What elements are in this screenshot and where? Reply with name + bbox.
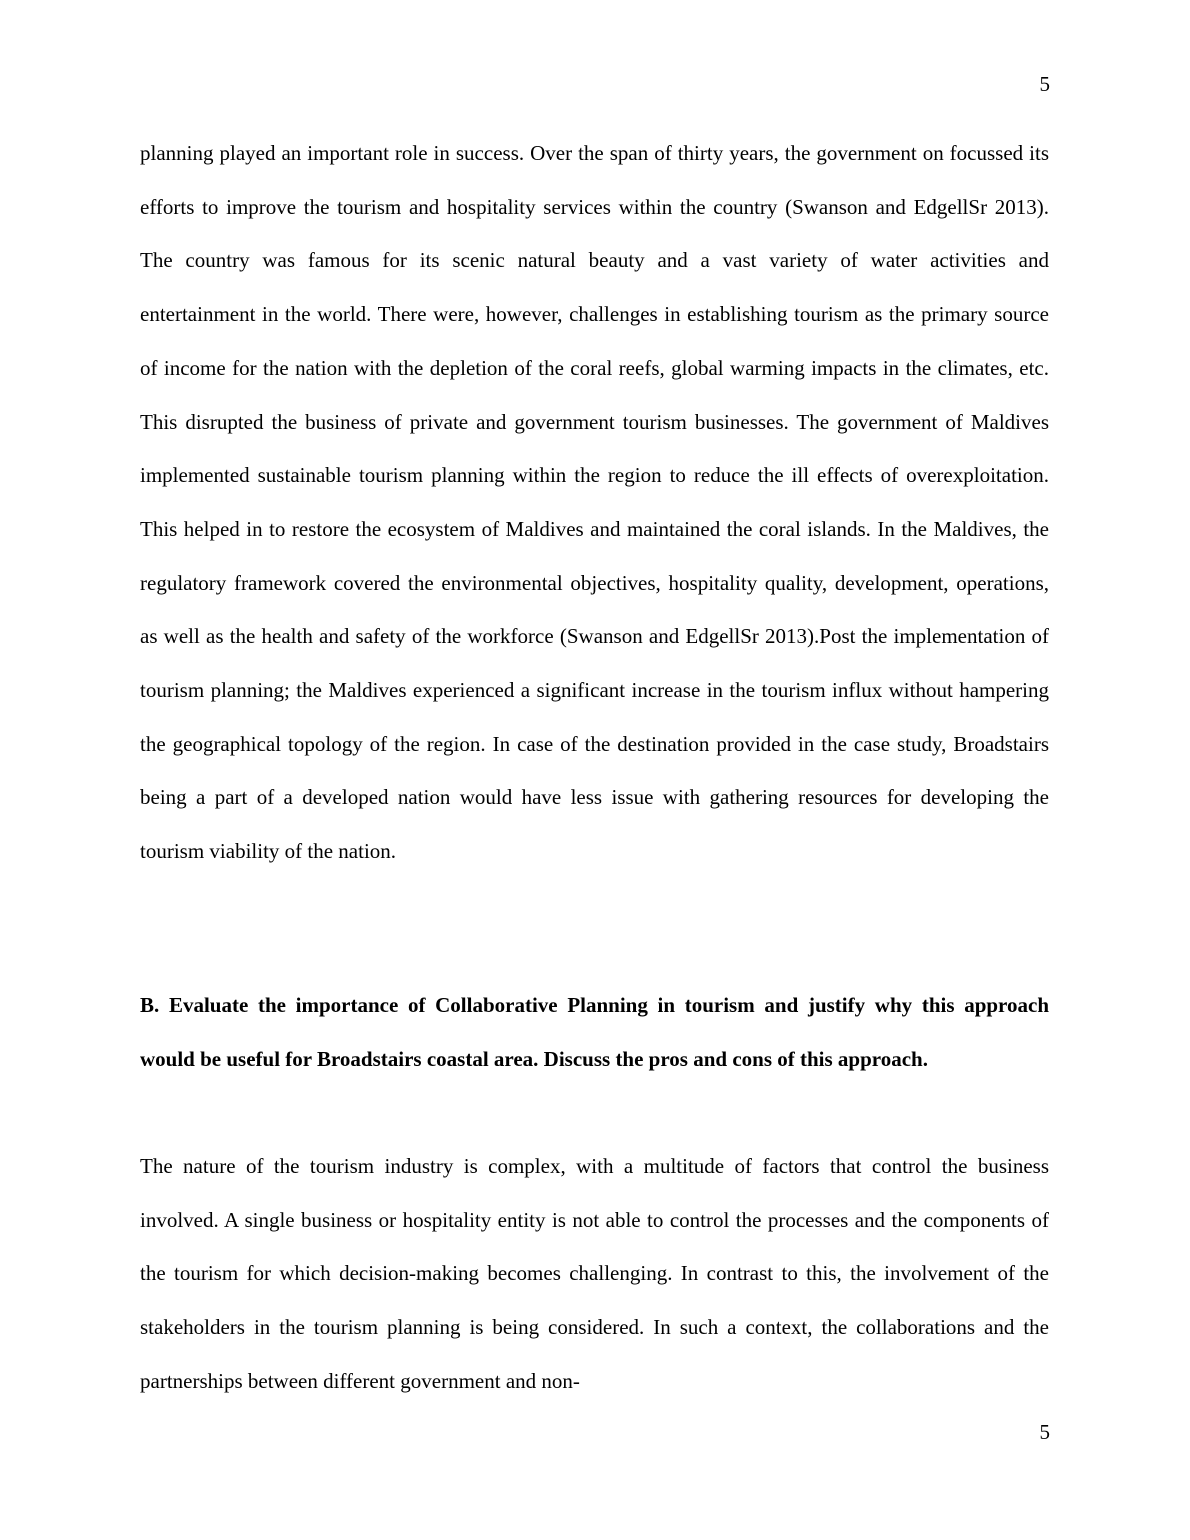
body-paragraph-collaborative-planning: The nature of the tourism industry is complex, with a multitude of factors that control the business involved. A single business or hospitality entity is not able to control the processes and the components of the tourism for which decision-making becomes challenging. In contrast to this, the involvement of the stakeholders in the tourism planning is being considered. In such a context, the collaborations and the partnerships between different government and non-: [140, 1154, 1049, 1393]
body-paragraph-maldives: planning played an important role in success. Over the span of thirty years, the government on focussed its efforts to improve the tourism and hospitality services within the country (Swanson and EdgellSr 2013). The country was famous for its scenic natural beauty and a vast variety of water activities and entertainment in the world. There were, however, challenges in establishing tourism as the primary source of income for the nation with the depletion of the coral reefs, global warming impacts in the climates, etc. This disrupted the business of private and government tourism businesses. The government of Maldives implemented sustainable tourism planning within the region to reduce the ill effects of overexploitation. This helped in to restore the ecosystem of Maldives and maintained the coral islands. In the Maldives, the regulatory framework covered the environmental objectives, hospitality quality, development, operations, as well as the health and safety of the workforce (Swanson and EdgellSr 2013).Post the implementation of tourism planning; the Maldives experienced a significant increase in the tourism influx without hampering the geographical topology of the region. In case of the destination provided in the case study, Broadstairs being a part of a developed nation would have less issue with gathering resources for developing the tourism viability of the nation.: [140, 141, 1049, 864]
header-page-number: 5: [1039, 72, 1050, 96]
footer-page-number: 5: [1039, 1420, 1050, 1444]
section-heading-b: B. Evaluate the importance of Collaborative Planning in tourism and justify why this approach would be useful for Broadstairs coastal area. Discuss the pros and cons of this approach.: [140, 993, 1049, 1071]
